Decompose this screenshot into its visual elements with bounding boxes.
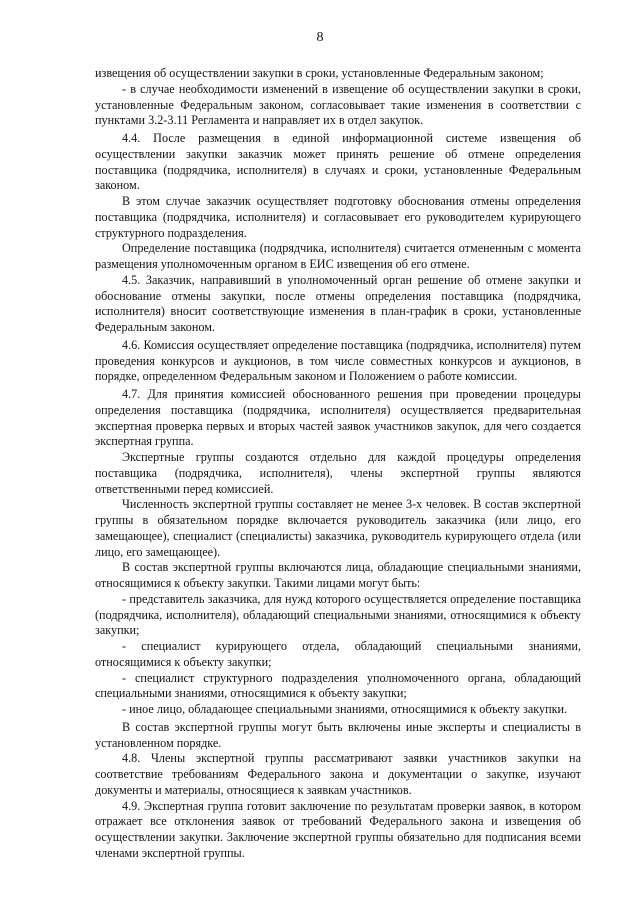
paragraph-4-8: 4.8. Члены экспертной группы рассматривают заявки участников закупки на соответствие требованиям Федерального закона и документации о закупке, изучают документы и материалы, относящиеся к заявкам участников. xyxy=(95,751,581,797)
paragraph-continuation: извещения об осуществлении закупки в сроки, установленные Федеральным законом; xyxy=(95,66,544,80)
page-number: 8 xyxy=(316,30,324,45)
paragraph-4-6: 4.6. Комиссия осуществляет определение поставщика (подрядчика, исполнителя) путем проведения конкурсов и аукционов, в том числе совместных конкурсов и аукционов, в порядке, определенном Федеральным законом и Положением о работе комиссии. xyxy=(95,337,581,384)
paragraph: Численность экспертной группы составляет не менее 3-х человек. В состав экспертной группы в обязательном порядке включается руководитель заказчика (или лицо, его замещающее), специалист (специалисты) заказчика, руководитель курирующего отдела (или лицо, его замещающее). xyxy=(95,497,581,559)
paragraph-list-item: - специалист структурного подразделения уполномоченного органа, обладающий специальными знаниями, относящимися к объекту закупки; xyxy=(95,670,581,701)
paragraph: В состав экспертной группы могут быть включены иные эксперты и специалисты в установленном порядке. xyxy=(95,719,581,750)
paragraph-4-4: 4.4. После размещения в единой информационной системе извещения об осуществлении закупки заказчик может принять решение об отмене определения поставщика (подрядчика, исполнителя) в случаях и сроки, установленные Федеральным законом. xyxy=(95,131,581,193)
paragraph: Экспертные группы создаются отдельно для каждой процедуры определения поставщика (подрядчика, исполнителя), члены экспертной группы являются ответственными перед комиссией. xyxy=(95,450,581,496)
document-body xyxy=(95,66,581,862)
paragraph-4-9: 4.9. Экспертная группа готовит заключение по результатам проверки заявок, в котором отражает все отклонения заявок от требований Федерального закона и извещения об осуществлении закупки. Заключение экспертной группы обязательно для подписания всеми членами экспертной группы. xyxy=(95,798,581,860)
paragraph-4-7: 4.7. Для принятия комиссией обоснованного решения при проведении процедуры определения поставщика (подрядчика, исполнителя) осуществляется предварительная экспертная проверка первых и вторых частей заявок участников закупок, для чего создается экспертная группа. xyxy=(95,387,581,449)
paragraph: Определение поставщика (подрядчика, исполнителя) считается отмененным с момента размещения уполномоченным органом в ЕИС извещения об его отмене. xyxy=(95,241,581,271)
paragraph-list-item: - специалист курирующего отдела, обладающий специальными знаниями, относящимися к объекту закупки; xyxy=(95,639,581,669)
paragraph-list-item: - в случае необходимости изменений в извещение об осуществлении закупки в сроки, установленные Федеральным законом, согласовывает такие изменения в соответствии с пунктами 3.2-3.11 Регламента и направляет их в отдел закупок. xyxy=(95,81,581,128)
paragraph-list-item: - иное лицо, обладающее специальными знаниями, относящимися к объекту закупки. xyxy=(122,702,568,716)
paragraph-list-item: - представитель заказчика, для нужд которого осуществляется определение поставщика (подрядчика, исполнителя), обладающий специальными знаниями, относящимися к объекту закупки; xyxy=(95,591,581,638)
paragraph: В состав экспертной группы включаются лица, обладающие специальными знаниями, относящимися к объекту закупки. Такими лицами могут быть: xyxy=(95,560,581,590)
paragraph-4-5: 4.5. Заказчик, направивший в уполномоченный орган решение об отмене закупки и обоснование отмены закупки, после отмены определения поставщика (подрядчика, исполнителя) вносит соответствующие изменения в план-график в сроки, установленные Федеральным законом. xyxy=(95,272,581,334)
paragraph: В этом случае заказчик осуществляет подготовку обоснования отмены определения поставщика (подрядчика, исполнителя) и согласовывает его руководителем курирующего структурного подразделения. xyxy=(95,194,581,240)
